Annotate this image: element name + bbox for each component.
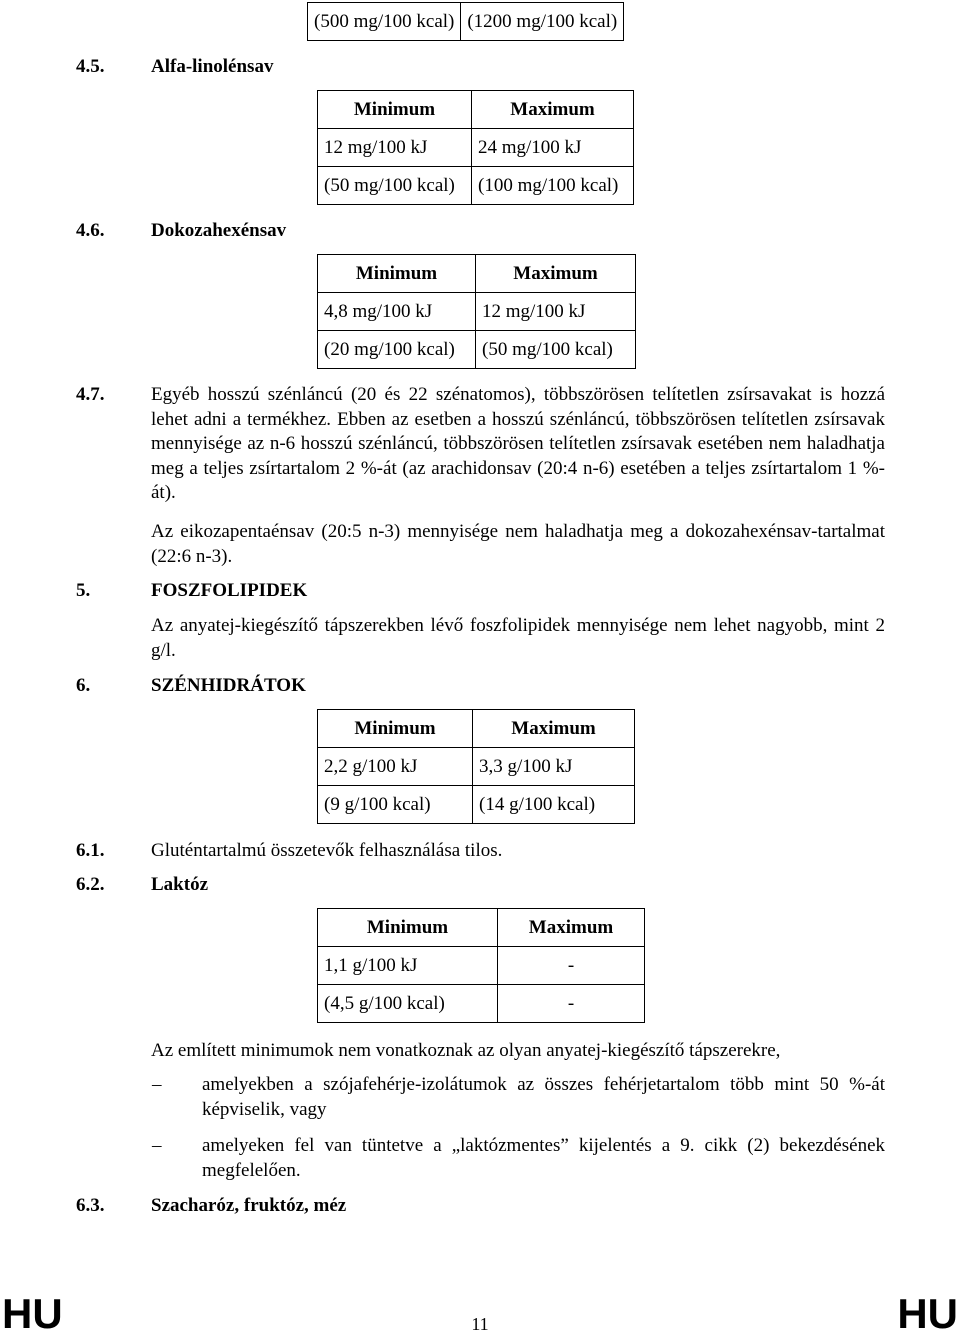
section-number: 5. <box>76 580 91 601</box>
table-cell: (50 mg/100 kcal) <box>476 331 636 369</box>
section-title: Laktóz <box>151 874 208 895</box>
section-title: Szacharóz, fruktóz, méz <box>151 1195 347 1216</box>
paragraph-epa: Az eikozapentaénsav (20:5 n-3) mennyisége nem haladhatja meg a dokozahexénsav-tartalmat (22:6 n-3). <box>151 521 885 567</box>
table-cell: 2,2 g/100 kJ <box>318 748 473 786</box>
table-cell: (50 mg/100 kcal) <box>318 167 472 205</box>
column-header-minimum: Minimum <box>318 909 498 947</box>
list-item: amelyekben a szójafehérje-izolátumok az összes fehérjetartalom több mint 50 %-át képviselik, vagy <box>202 1074 885 1120</box>
column-header-maximum: Maximum <box>476 255 636 293</box>
column-header-minimum: Minimum <box>318 91 472 129</box>
laktoz-note: Az említett minimumok nem vonatkoznak az olyan anyatej-kiegészítő tápszerekre, <box>151 1040 781 1061</box>
list-item: amelyeken fel van tüntetve a „laktózmentes” kijelentés a 9. cikk (2) bekezdésének megfelelően. <box>202 1135 885 1181</box>
section-number: 6. <box>76 675 91 696</box>
table-cell: - <box>498 947 645 985</box>
column-header-minimum: Minimum <box>318 255 476 293</box>
section-number: 4.5. <box>76 56 105 77</box>
table-cell: 1,1 g/100 kJ <box>318 947 498 985</box>
page-number: 11 <box>471 1314 489 1334</box>
section-number: 6.1. <box>76 840 105 861</box>
section-title: SZÉNHIDRÁTOK <box>151 675 306 696</box>
section-number: 4.7. <box>76 384 105 405</box>
section-title: FOSZFOLIPIDEK <box>151 580 308 601</box>
alfa-linolensav-table <box>317 90 634 205</box>
column-header-maximum: Maximum <box>473 710 635 748</box>
section-number: 4.6. <box>76 220 105 241</box>
table-cell: (20 mg/100 kcal) <box>318 331 476 369</box>
paragraph-foszfolipidek: Az anyatej-kiegészítő tápszerekben lévő foszfolipidek mennyisége nem lehet nagyobb, mint 2 g/l. <box>151 615 885 661</box>
table-cell: (9 g/100 kcal) <box>318 786 473 824</box>
table-cell: (14 g/100 kcal) <box>473 786 635 824</box>
table-cell: (1200 mg/100 kcal) <box>461 3 624 41</box>
szenhidratok-table <box>317 709 635 824</box>
table-cell: (100 mg/100 kcal) <box>472 167 634 205</box>
section-title: Alfa-linolénsav <box>151 56 274 77</box>
top-energy-table <box>307 2 624 41</box>
section-title: Dokozahexénsav <box>151 220 287 241</box>
list-dash: – <box>152 1074 162 1095</box>
section-number: 6.3. <box>76 1195 105 1216</box>
table-cell: 12 mg/100 kJ <box>476 293 636 331</box>
gluten-statement: Gluténtartalmú összetevők felhasználása tilos. <box>151 840 503 861</box>
column-header-maximum: Maximum <box>498 909 645 947</box>
table-cell: 4,8 mg/100 kJ <box>318 293 476 331</box>
column-header-maximum: Maximum <box>472 91 634 129</box>
table-cell: 12 mg/100 kJ <box>318 129 472 167</box>
list-dash: – <box>152 1135 162 1156</box>
paragraph-4-7: Egyéb hosszú szénláncú (20 és 22 szénatomos), többszörösen telítetlen zsírsavakat is hozzá lehet adni a termékhez. Ebben az esetben a hosszú szénláncú, többszörösen telítetlen zsírsavak mennyisége az n-6 hosszú szénláncú, többszörösen telítetlen zsírsavak esetében nem haladhatja meg a teljes zsírtartalom 2 %-át (az arachidonsav (20:4 n-6) esetében a teljes zsírtartalom 1 %-át). <box>151 384 885 503</box>
table-cell: 3,3 g/100 kJ <box>473 748 635 786</box>
column-header-minimum: Minimum <box>318 710 473 748</box>
table-cell: - <box>498 985 645 1023</box>
table-cell: 24 mg/100 kJ <box>472 129 634 167</box>
language-code-left: HU <box>2 1290 63 1337</box>
table-cell: (4,5 g/100 kcal) <box>318 985 498 1023</box>
table-cell: (500 mg/100 kcal) <box>308 3 461 41</box>
laktoz-table <box>317 908 645 1023</box>
dokozahexensav-table <box>317 254 636 369</box>
language-code-right: HU <box>897 1290 958 1337</box>
section-number: 6.2. <box>76 874 105 895</box>
